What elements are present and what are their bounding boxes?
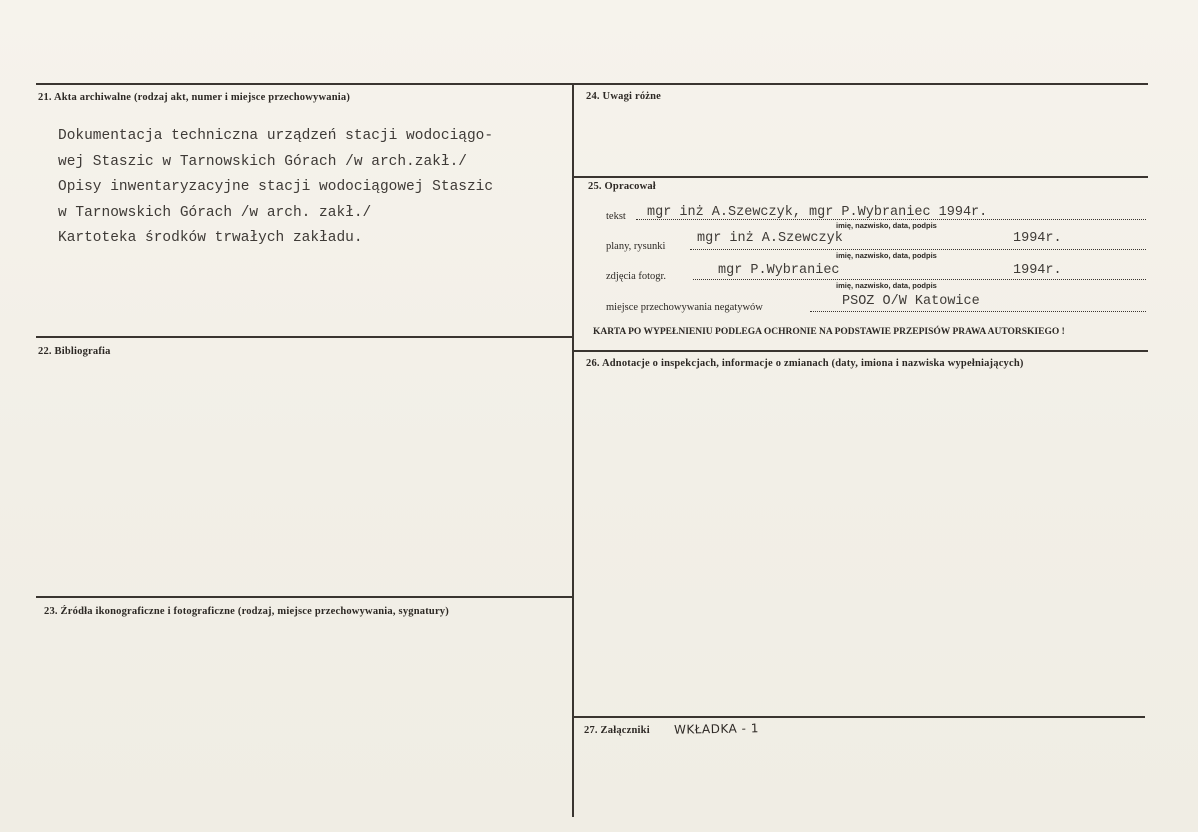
photos-author-dotted-line bbox=[693, 279, 1146, 280]
top-border-line bbox=[36, 83, 1148, 85]
section-21-line: Kartoteka środków trwałych zakładu. bbox=[58, 230, 363, 246]
section-24-label: 24. Uwagi różne bbox=[586, 91, 662, 102]
photos-author-caption: imię, nazwisko, data, podpis bbox=[836, 281, 937, 290]
divider-24-25 bbox=[573, 176, 1148, 178]
photos-author-label: zdjęcia fotogr. bbox=[606, 271, 667, 282]
photos-author-date: 1994r. bbox=[1013, 263, 1062, 278]
divider-25-26 bbox=[573, 350, 1148, 352]
drawings-author-date: 1994r. bbox=[1013, 231, 1062, 246]
section-26-label: 26. Adnotacje o inspekcjach, informacje o zmianach (daty, imiona i nazwiska wypełniających) bbox=[586, 358, 1024, 369]
negatives-location-label: miejsce przechowywania negatywów bbox=[606, 302, 763, 313]
section-21-line: Opisy inwentaryzacyjne stacji wodociągowej Staszic bbox=[58, 179, 494, 195]
section-21-content bbox=[58, 124, 493, 252]
text-author-value: mgr inż A.Szewczyk, mgr P.Wybraniec 1994r. bbox=[647, 205, 988, 220]
section-21-line: wej Staszic w Tarnowskich Górach /w arch.zakł./ bbox=[58, 153, 467, 170]
photos-author-value: mgr P.Wybraniec bbox=[718, 263, 840, 278]
section-23-label: 23. Źródła ikonograficzne i fotograficzne (rodzaj, miejsce przechowywania, sygnatury) bbox=[44, 606, 449, 617]
text-author-dotted-line bbox=[636, 219, 1146, 220]
negatives-location-dotted-line bbox=[810, 311, 1146, 312]
text-author-label: tekst bbox=[606, 211, 626, 222]
text-author-caption: imię, nazwisko, data, podpis bbox=[836, 221, 937, 230]
attachments-handwritten-value: WKŁADKA - 1 bbox=[673, 721, 760, 737]
section-25-label: 25. Opracował bbox=[588, 181, 656, 192]
section-27-label: 27. Załączniki bbox=[584, 725, 650, 736]
copyright-notice: KARTA PO WYPEŁNIENIU PODLEGA OCHRONIE NA PODSTAWIE PRZEPISÓW PRAWA AUTORSKIEGO ! bbox=[593, 327, 1065, 337]
divider-26-27 bbox=[573, 716, 1145, 718]
divider-23 bbox=[36, 596, 573, 598]
section-21-line: w Tarnowskich Górach /w arch. zakł./ bbox=[58, 204, 372, 221]
section-21-label: 21. Akta archiwalne (rodzaj akt, numer i miejsce przechowywania) bbox=[38, 92, 351, 103]
drawings-author-label: plany, rysunki bbox=[606, 241, 666, 252]
section-22-label: 22. Bibliografia bbox=[38, 346, 111, 357]
section-21-line: Dokumentacja techniczna urządzeń stacji wodociągo- bbox=[58, 128, 494, 144]
drawings-author-value: mgr inż A.Szewczyk bbox=[697, 231, 843, 246]
divider-21-22 bbox=[36, 336, 573, 338]
drawings-author-dotted-line bbox=[690, 249, 1146, 250]
negatives-location-value: PSOZ O/W Katowice bbox=[842, 294, 980, 309]
center-divider-line bbox=[572, 83, 574, 817]
drawings-author-caption: imię, nazwisko, data, podpis bbox=[836, 251, 937, 260]
